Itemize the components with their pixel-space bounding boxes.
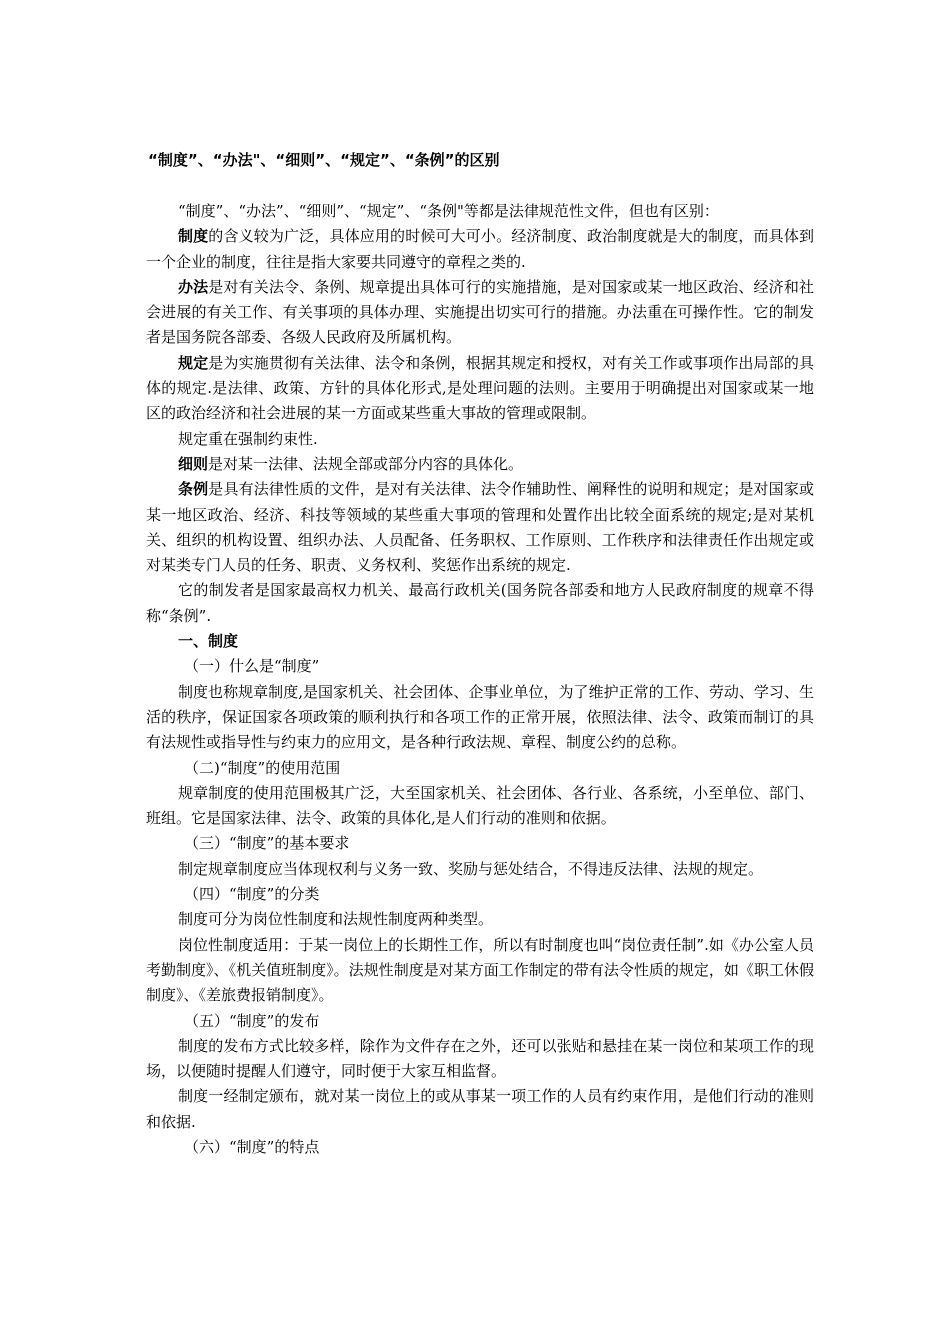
paragraph-text: 规章制度的使用范围极其广泛，大至国家机关、社会团体、各行业、各系统，小至单位、部门、班组。它是国家法律、法令、政策的具体化,是人们行动的准则和依据。 xyxy=(146,783,814,828)
body-paragraph xyxy=(146,781,814,832)
body-paragraph xyxy=(146,933,814,1009)
document-body xyxy=(146,199,814,1160)
paragraph-text: 是对有关法令、条例、规章提出具体可行的实施措施，是对国家或某一地区政治、经济和社会进展的有关工作、有关事项的具体办理、实施提出切实可行的措施。办法重在可操作性。它的制发者是国务院各部委、各级人民政府及所属机构。 xyxy=(146,277,814,347)
subsection-heading xyxy=(146,882,814,907)
defined-term: 制度 xyxy=(178,227,209,246)
body-paragraph xyxy=(146,275,814,351)
defined-term: 规定 xyxy=(178,353,209,372)
paragraph-text: 岗位性制度适用：于某一岗位上的长期性工作，所以有时制度也叫“岗位责任制”.如《办公室人员考勤制度》、《机关值班制度》。法规性制度是对某方面工作制定的带有法令性质的规定，如《职工休假制度》、《差旅费报销制度》。 xyxy=(146,935,814,1005)
body-paragraph xyxy=(146,351,814,427)
body-paragraph xyxy=(146,578,814,629)
subsection-heading xyxy=(146,831,814,856)
paragraph-text: 制度的发布方式比较多样，除作为文件存在之外，还可以张贴和悬挂在某一岗位和某项工作的现场，以便随时提醒人们遵守，同时便于大家互相监督。 xyxy=(146,1036,814,1081)
body-paragraph xyxy=(146,1034,814,1085)
subsection-heading xyxy=(146,654,814,679)
paragraph-text: 的含义较为广泛，具体应用的时候可大可小。经济制度、政治制度就是大的制度，而具体到一个企业的制度，往往是指大家要共同遵守的章程之类的. xyxy=(146,227,814,271)
paragraph-text: 是具有法律性质的文件，是对有关法律、法令作辅助性、阐释性的说明和规定；是对国家或某一地区政治、经济、科技等领域的某些重大事项的管理和处置作出比较全面系统的规定;是对某机关、组织的机构设置、组织办法、人员配备、任务职权、工作原则、工作秩序和法律责任作出规定或对某类专门人员的任务、职责、义务权利、奖惩作出系统的规定. xyxy=(146,480,814,575)
defined-term: 细则 xyxy=(178,454,209,473)
body-paragraph xyxy=(146,452,814,477)
body-paragraph xyxy=(146,857,814,882)
paragraph-text: 是对某一法律、法规全部或部分内容的具体化。 xyxy=(208,454,524,473)
paragraph-text: 制度可分为岗位性制度和法规性制度两种类型。 xyxy=(178,910,494,929)
body-paragraph xyxy=(146,224,814,275)
defined-term: 办法 xyxy=(178,277,209,296)
body-paragraph xyxy=(146,680,814,756)
paragraph-text: 制度也称规章制度,是国家机关、社会团体、企事业单位，为了维护正常的工作、劳动、学习、生活的秩序，保证国家各项政策的顺利执行和各项工作的正常开展，依照法律、法令、政策而制订的具有法规性或指导性与约束力的应用文，是各种行政法规、章程、制度公约的总称。 xyxy=(146,682,814,752)
paragraph-text: 制度一经制定颁布，就对某一岗位上的或从事某一项工作的人员有约束作用，是他们行动的准则和依据. xyxy=(146,1087,814,1131)
paragraph-text: 制定规章制度应当体现权利与义务一致、奖励与惩处结合，不得违反法律、法规的规定。 xyxy=(178,859,764,878)
document-title: “制度”、“办法"、“细则”、“规定”、“条例”的区别 xyxy=(148,151,500,169)
paragraph-text: （四）“制度”的分类 xyxy=(184,885,320,904)
paragraph-text: 规定重在强制约束性. xyxy=(178,429,318,448)
subsection-heading xyxy=(146,1135,814,1160)
paragraph-text: （三）“制度”的基本要求 xyxy=(184,834,350,853)
body-paragraph xyxy=(146,1084,814,1135)
body-paragraph xyxy=(146,477,814,578)
subsection-heading xyxy=(146,1009,814,1034)
defined-term: 条例 xyxy=(178,480,209,499)
paragraph-text: 是为实施贯彻有关法律、法令和条例，根据其规定和授权，对有关工作或事项作出局部的具体的规定.是法律、政策、方针的具体化形式,是处理问题的法则。主要用于明确提出对国家或某一地区的政治经济和社会进展的某一方面或某些重大事故的管理或限制。 xyxy=(146,353,814,423)
paragraph-text: 一、制度 xyxy=(178,632,239,651)
body-paragraph xyxy=(146,427,814,452)
paragraph-text: （二)“制度”的使用范围 xyxy=(184,758,341,777)
subsection-heading xyxy=(146,756,814,781)
paragraph-text: 它的制发者是国家最高权力机关、最高行政机关(国务院各部委和地方人民政府制度的规章不得称“条例”. xyxy=(146,581,814,625)
paragraph-text: “制度”、“办法”、“细则”、“规定”、“条例"等都是法律规范性文件，但也有区别： xyxy=(178,202,719,220)
body-paragraph xyxy=(146,199,814,224)
body-paragraph xyxy=(146,907,814,932)
paragraph-text: （五）“制度”的发布 xyxy=(184,1011,320,1030)
paragraph-text: （一）什么是“制度” xyxy=(184,657,320,676)
paragraph-text: （六）“制度”的特点 xyxy=(184,1137,320,1156)
section-heading xyxy=(146,629,814,654)
